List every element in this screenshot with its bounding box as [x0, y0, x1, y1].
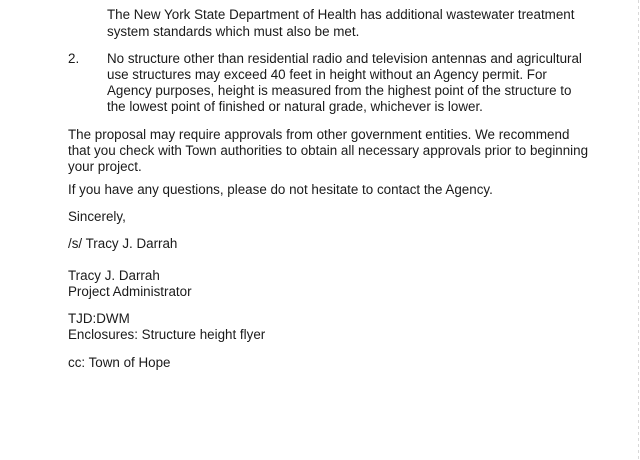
health-paragraph-line-2: system standards which must also be met.: [107, 24, 360, 39]
signature: /s/ Tracy J. Darrah: [68, 236, 178, 251]
item-2-line-2: use structures may exceed 40 feet in height without an Agency permit. For: [107, 67, 547, 82]
approvals-paragraph-line-3: your project.: [68, 159, 142, 174]
item-2-number: 2.: [68, 51, 80, 66]
signer-name: Tracy J. Darrah: [68, 268, 160, 283]
cc-line: cc: Town of Hope: [68, 355, 171, 370]
initials: TJD:DWM: [68, 311, 130, 326]
item-2-line-3: Agency purposes, height is measured from the highest point of the structure to: [107, 83, 572, 98]
approvals-paragraph-line-2: that you check with Town authorities to obtain all necessary approvals prior to beginning: [68, 143, 589, 158]
scan-edge-line: [638, 0, 639, 460]
item-2-line-1: No structure other than residential radio and television antennas and agricultural: [107, 51, 582, 66]
closing: Sincerely,: [68, 209, 126, 224]
health-paragraph-line-1: The New York State Department of Health has additional wastewater treatment: [107, 7, 575, 22]
questions-paragraph: If you have any questions, please do not hesitate to contact the Agency.: [68, 182, 493, 197]
signer-title: Project Administrator: [68, 284, 192, 299]
item-2-line-4: the lowest point of finished or natural grade, whichever is lower.: [107, 99, 483, 114]
approvals-paragraph-line-1: The proposal may require approvals from other government entities. We recommend: [68, 127, 570, 142]
enclosures: Enclosures: Structure height flyer: [68, 327, 266, 342]
